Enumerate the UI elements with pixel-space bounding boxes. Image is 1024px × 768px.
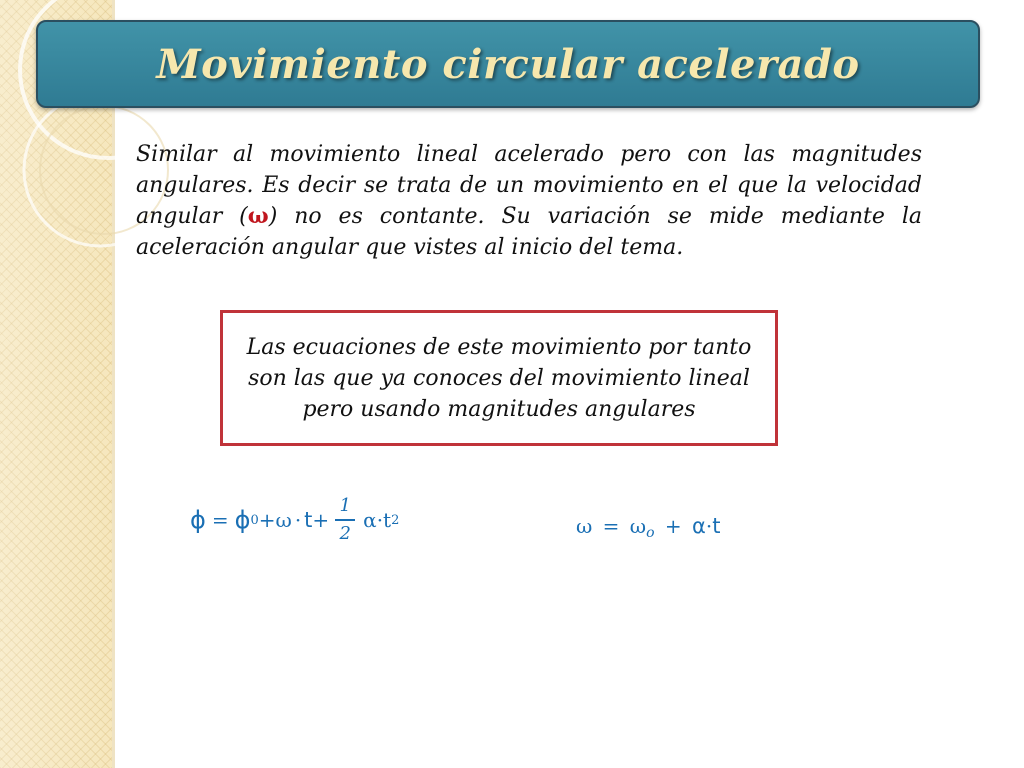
omega-symbol-eq2: ω: [576, 514, 593, 538]
square-exponent: 2: [391, 512, 400, 528]
intro-text-end: ) no es contante. Su variación se mide mediante la aceleración angular que vistes al inicio del tema.: [136, 204, 922, 260]
intro-text-start: Similar al movimiento lineal acelerado pero con las magnitudes angulares. Es decir se trata de un movimiento en el que la velocidad angular (: [136, 142, 922, 229]
equals-sign-eq2: =: [602, 514, 620, 538]
dot-operator-2: ·: [376, 508, 384, 532]
phi0-subscript: 0: [250, 512, 259, 528]
alpha-symbol-eq2: α: [692, 514, 706, 538]
angular-velocity-equation: [576, 514, 720, 541]
omega0-subscript: o: [646, 525, 655, 541]
omega-symbol: ω: [247, 203, 269, 229]
time-variable-squared: t: [383, 508, 392, 532]
time-variable-eq2: t: [712, 514, 721, 538]
equations-note-text: Las ecuaciones de este movimiento por tanto son las que ya conoces del movimiento lineal pero usando magnitudes angulares: [246, 334, 752, 422]
plus-sign-eq2: +: [664, 514, 682, 538]
plus-sign-2: +: [312, 508, 330, 532]
intro-paragraph: [136, 140, 922, 263]
equations-note-box: [220, 310, 778, 446]
title-bar: [36, 20, 980, 108]
angular-position-equation: [190, 492, 399, 548]
one-half-fraction: [335, 496, 355, 544]
fraction-denominator: 2: [339, 523, 351, 544]
fraction-numerator: 1: [339, 495, 351, 516]
omega0-symbol: ω: [629, 514, 647, 538]
phi0-symbol: ϕ: [234, 506, 251, 534]
dot-operator-eq2: ·: [705, 514, 713, 538]
dot-operator: ·: [294, 508, 302, 532]
time-variable: t: [304, 508, 313, 532]
slide-title: Movimiento circular acelerado: [156, 40, 860, 88]
alpha-symbol: α: [363, 508, 377, 532]
plus-sign: +: [258, 508, 276, 532]
omega-symbol-eq1: ω: [275, 508, 292, 532]
fraction-bar: [335, 519, 355, 521]
equals-sign: =: [211, 508, 229, 532]
phi-symbol: ϕ: [190, 506, 206, 534]
